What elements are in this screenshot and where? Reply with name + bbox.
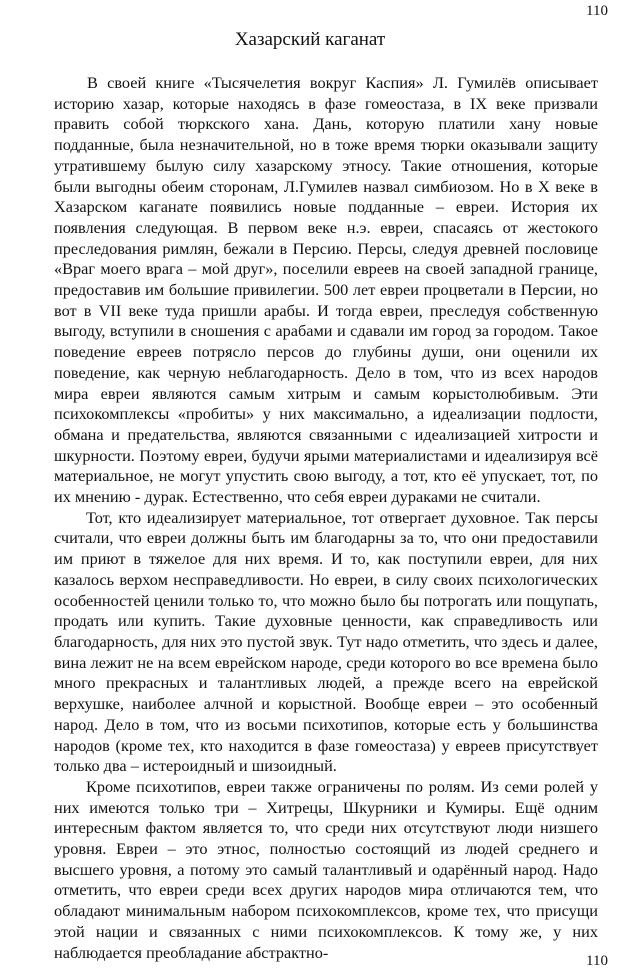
paragraph-2: Тот, кто идеализирует материальное, тот отвергает духовное. Так персы считали, что евреи должны быть им благодарны за то, что они предоставили им приют в тяжелое для них время. И то, как поступили евреи, для них казалось верхом несправедливости. Но евреи, в силу своих психологических особенностей ценили только то, что можно было бы потрогать или пощупать, продать или купить. Такие духовные ценности, как справедливость или благодарность, для них это пустой звук. Тут надо отметить, что здесь и далее, вина лежит не на всем еврейском народе, среди которого во все времена было много прекрасных и талантливых людей, а прежде всего на еврейской верхушке, наиболее алчной и корыстной. Вообще евреи – это особенный народ. Дело в том, что из восьми психотипов, которые есть у большинства народов (кроме тех, кто находится в фазе гомеостаза) у евреев присутствует только два – истероидный и шизоидный. [54,507,598,776]
page-number-top: 110 [586,3,608,19]
page-number-bottom: 110 [586,953,608,969]
page-title: Хазарский каганат [234,29,386,50]
paragraph-3: Кроме психотипов, евреи также ограничены по ролям. Из семи ролей у них имеются только три – Хитрецы, Шкурники и Кумиры. Ещё одним интересным фактом является то, что среди них отсутствуют люди низшего уровня. Евреи – это этнос, полностью состоящий из людей среднего и высшего уровня, а потому это самый талантливый и одарённый народ. Надо отметить, что евреи среди всех других народов мира отличаются тем, что обладают минимальным набором психокомплексов, кроме тех, что присущи этой нации и связанных с ними психокомплексов. К тому же, у них наблюдается преобладание абстрактно- [54,776,598,962]
body-text [54,73,598,963]
paragraph-1: В своей книге «Тысячелетия вокруг Каспия» Л. Гумилёв описывает историю хазар, которые находясь в фазе гомеостаза, в IX веке призвали править собой тюркского хана. Дань, которую платили хану новые подданные, была незначительной, но в тоже время тюрки оказывали защиту утратившему былую силу хазарскому этносу. Такие отношения, которые были выгодны обеим сторонам, Л.Гумилев назвал симбиозом. Но в X веке в Хазарском каганате появились новые подданные – евреи. История их появления следующая. В первом веке н.э. евреи, спасаясь от жестокого преследования римлян, бежали в Персию. Персы, следуя древней пословице «Враг моего врага – мой друг», поселили евреев на своей западной границе, предоставив им большие привилегии. 500 лет евреи процветали в Персии, но вот в VII веке туда пришли арабы. И тогда евреи, преследуя собственную выгоду, вступили в сношения с арабами и сдавали им город за городом. Такое поведение евреев потрясло персов до глубины души, они оценили их поведение, как черную неблагодарность. Дело в том, что из всех народов мира евреи являются самым хитрым и самым корыстолюбивым. Эти психокомплексы «пробиты» у них максимально, а идеализации подлости, обмана и предательства, являются связанными с идеализацией хитрости и шкурности. Поэтому евреи, будучи ярыми материалистами и идеализируя всё материальное, не могут упустить свою выгоду, а тот, кто её упускает, тот, по их мнению - дурак. Естественно, что себя евреи дураками не считали. [54,73,598,507]
